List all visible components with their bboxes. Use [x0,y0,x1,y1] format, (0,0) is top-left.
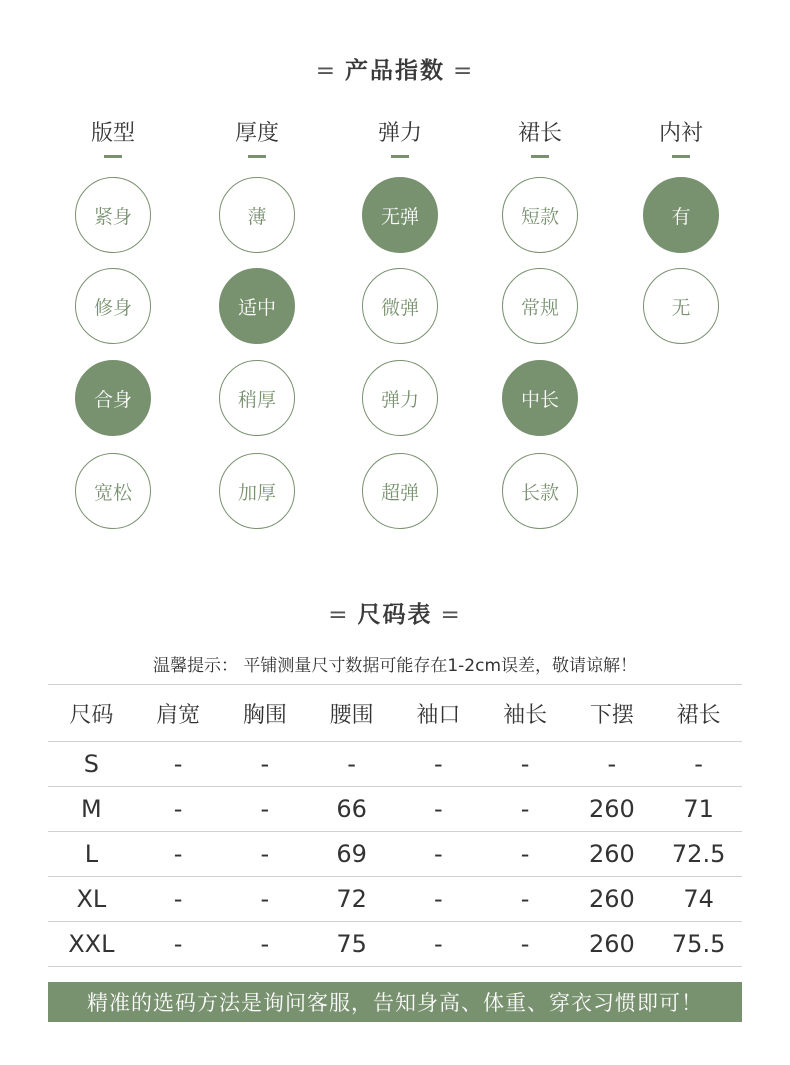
size-label-cell: L [48,832,135,877]
measurement-cell: - [222,742,309,787]
measurement-cell: - [482,832,569,877]
size-table-body [48,742,742,967]
title-deco-left: = [315,58,337,84]
index-column-underline [391,155,409,158]
index-option: 无 [643,268,719,344]
size-table-header-cell: 袖长 [482,685,569,742]
measurement-cell: - [569,742,656,787]
index-column-label: 版型 [90,121,135,146]
index-option-selected: 有 [643,177,719,253]
sizing-advice-banner: 精准的选码方法是询问客服，告知身高、体重、穿衣习惯即可！ [48,982,742,1022]
size-label-cell: M [48,787,135,832]
index-column-underline [104,155,122,158]
title-deco-right: = [440,602,462,628]
size-label-cell: S [48,742,135,787]
measurement-cell: - [308,742,395,787]
index-column-header [360,118,440,158]
table-row [48,832,742,877]
measurement-cell: - [135,787,222,832]
measurement-cell: - [482,877,569,922]
index-option: 常规 [502,268,578,344]
measurement-cell: - [135,832,222,877]
measurement-cell: - [135,742,222,787]
size-chart-title-text: 尺码表 [357,602,433,628]
index-option-selected: 适中 [219,268,295,344]
measurement-cell: - [395,742,482,787]
measurement-cell: 75 [308,922,395,967]
index-option-selected: 无弹 [362,177,438,253]
index-option: 修身 [75,268,151,344]
index-column-underline [248,155,266,158]
size-table-header-cell: 尺码 [48,685,135,742]
measurement-note: 温馨提示： 平铺测量尺寸数据可能存在1-2cm误差，敬请谅解！ [152,656,638,676]
measurement-cell: - [482,922,569,967]
size-chart-title [0,596,790,629]
index-option-selected: 合身 [75,360,151,436]
index-option: 超弹 [362,453,438,529]
measurement-cell: - [655,742,742,787]
measurement-cell: 260 [569,877,656,922]
size-label-cell: XXL [48,922,135,967]
index-column-header [217,118,297,158]
measurement-cell: - [135,922,222,967]
measurement-cell: - [222,922,309,967]
index-column-underline [531,155,549,158]
index-option-selected: 中长 [502,360,578,436]
index-option: 弹力 [362,360,438,436]
measurement-cell: - [482,787,569,832]
measurement-cell: - [135,877,222,922]
product-index-title [0,52,790,85]
measurement-cell: - [222,832,309,877]
size-table-header-cell: 袖口 [395,685,482,742]
index-column-header [500,118,580,158]
title-deco-right: = [453,58,475,84]
table-row [48,742,742,787]
size-table-header-cell: 腰围 [308,685,395,742]
product-index-title-text: 产品指数 [345,58,445,84]
size-label-cell: XL [48,877,135,922]
measurement-cell: - [395,832,482,877]
size-table [48,684,742,967]
table-row [48,922,742,967]
index-column-header [641,118,721,158]
measurement-cell: 260 [569,832,656,877]
index-column-underline [672,155,690,158]
measurement-cell: 72.5 [655,832,742,877]
measurement-cell: 71 [655,787,742,832]
size-table-header-cell: 胸围 [222,685,309,742]
index-column-header [73,118,153,158]
index-column-label: 弹力 [377,121,422,146]
index-option: 紧身 [75,177,151,253]
measurement-cell: - [395,787,482,832]
index-column-label: 裙长 [517,121,562,146]
measurement-cell: 69 [308,832,395,877]
measurement-cell: 74 [655,877,742,922]
index-option: 微弹 [362,268,438,344]
index-column-label: 厚度 [234,121,279,146]
size-table-header-cell: 肩宽 [135,685,222,742]
measurement-cell: - [222,877,309,922]
index-option: 短款 [502,177,578,253]
index-option: 加厚 [219,453,295,529]
measurement-cell: 66 [308,787,395,832]
table-row [48,877,742,922]
size-table-header-row [48,685,742,742]
index-column-label: 内衬 [658,121,703,146]
size-table-header-cell: 裙长 [655,685,742,742]
title-deco-left: = [328,602,350,628]
measurement-cell: 260 [569,787,656,832]
index-option: 长款 [502,453,578,529]
measurement-cell: 72 [308,877,395,922]
measurement-cell: - [395,877,482,922]
index-option: 宽松 [75,453,151,529]
measurement-cell: - [222,787,309,832]
index-option: 薄 [219,177,295,253]
table-row [48,787,742,832]
measurement-cell: - [482,742,569,787]
index-option: 稍厚 [219,360,295,436]
measurement-cell: 75.5 [655,922,742,967]
size-table-header-cell: 下摆 [569,685,656,742]
measurement-cell: 260 [569,922,656,967]
measurement-cell: - [395,922,482,967]
